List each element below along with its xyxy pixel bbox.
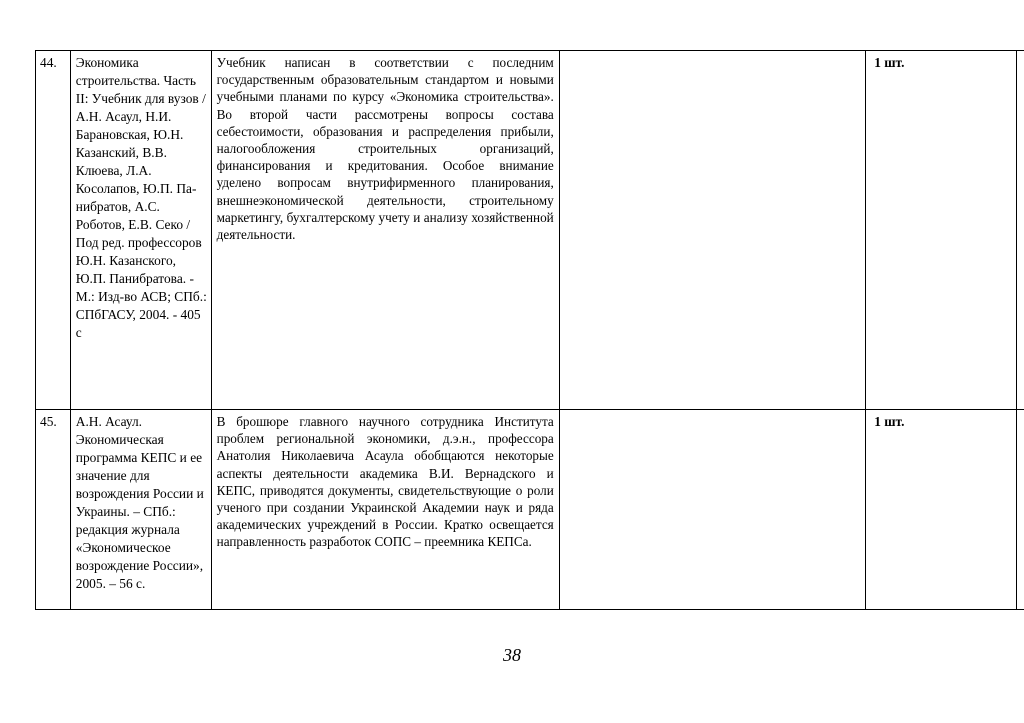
quantity-cell: 1 шт. xyxy=(866,410,1017,609)
book-description-cell: В брошюре главного научного сотрудника Института проблем региональной экономики, д.э.н., профессора Анатолия Николаевича Асаула обобщаются некоторые аспекты деятельности академика В.И. Вернадского и КЕПС, приводятся документы, свидетельствующие о роли ученого при создании Украинской Академии наук и ряда академических учреждений в России. Кратко освещается направленность разработок СОПС – преемника КЕПСа. xyxy=(212,410,560,609)
book-title-cell: Экономика строительства. Часть II: Учебник для вузов / А.Н. Асаул, Н.И. Барановская, Ю.Н. Казанский, В.В. Клюева, Л.А. Косолапов, Ю.П. Па-нибратов, А.С. Роботов, Е.В. Секо / Под ред. профессоров Ю.Н. Казанского, Ю.П. Панибратова. - М.: Изд-во АСВ; СПб.: СПбГАСУ, 2004. - 405 с xyxy=(71,51,212,409)
quantity-cell: 1 шт. xyxy=(866,51,1017,409)
empty-cell xyxy=(1017,410,1024,609)
empty-cell xyxy=(1017,51,1024,409)
empty-cell xyxy=(560,410,866,609)
book-title-cell: А.Н. Асаул. Экономическая программа КЕПС и ее значение для возрождения России и Украины. – СПб.: редакция журнала «Экономическое возрождение России», 2005. – 56 с. xyxy=(71,410,212,609)
page-number: 38 xyxy=(503,645,521,665)
row-number: 45. xyxy=(36,410,71,609)
empty-cell xyxy=(560,51,866,409)
book-description-cell: Учебник написан в соответствии с последним государственным образовательным стандартом и новыми учебными планами по курсу «Экономика строительства». Во второй части рассмотрены вопросы состава себестоимости, образования и распределения прибыли, налогообложения строительных организаций, финансирования и кредитования. Особое внимание уделено вопросам внутрифирменного планирования, внешнеэкономической деятельности, строительному маркетингу, бухгалтерскому учету и анализу хозяйственной деятельности. xyxy=(212,51,560,409)
table-row xyxy=(36,51,1024,410)
table-row xyxy=(36,410,1024,610)
row-number: 44. xyxy=(36,51,71,409)
book-list-table xyxy=(35,50,1024,610)
